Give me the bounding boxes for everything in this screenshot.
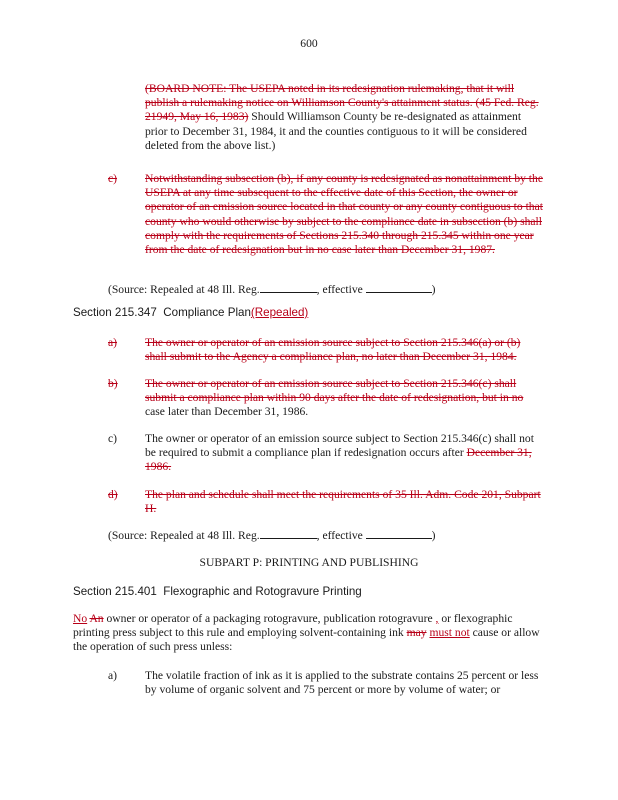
section-347-title: Compliance Plan bbox=[163, 306, 251, 319]
page-number: 600 bbox=[300, 37, 318, 50]
item-c-label: c) bbox=[108, 172, 118, 185]
section-347-repealed: (Repealed) bbox=[250, 306, 309, 319]
del-an: An bbox=[89, 612, 104, 625]
source-2-prefix: (Source: Repealed at 48 Ill. Reg. bbox=[108, 529, 260, 542]
item-347-a-text: The owner or operator of an emission source subject to Section 215.346(a) or (b) shall submit to the Agency a compliance plan, no later than December 31, 1984. bbox=[145, 336, 521, 364]
blank-reg-2 bbox=[260, 528, 317, 539]
item-347-b-label: b) bbox=[108, 377, 118, 390]
body-401-text2: or flexographic printing press subject to this rule and employing solvent-containing ink bbox=[73, 612, 513, 640]
section-347-heading bbox=[73, 306, 308, 319]
item-347-c-label: c) bbox=[108, 432, 118, 445]
section-401-title: Flexographic and Rotogravure Printing bbox=[163, 585, 362, 598]
source-note-1 bbox=[108, 282, 436, 297]
board-note bbox=[145, 82, 545, 153]
blank-effective-1 bbox=[366, 282, 432, 293]
item-347-c-text bbox=[145, 432, 545, 475]
item-347-d-label: d) bbox=[108, 488, 118, 501]
ins-must-not: must not bbox=[429, 626, 470, 640]
section-401-heading bbox=[73, 585, 362, 598]
source-1-prefix: (Source: Repealed at 48 Ill. Reg. bbox=[108, 283, 260, 296]
body-401-text3: cause or allow the operation of such press unless: bbox=[73, 626, 540, 654]
board-note-struck: (BOARD NOTE: The USEPA noted in its redesignation rulemaking, that it will publish a rulemaking notice on Williamson County's attainment status. (45 Fed. Reg. 21949, May 16, 1983) bbox=[145, 82, 539, 124]
blank-reg-1 bbox=[260, 282, 317, 293]
item-347-b-plain: case later than December 31, 1986. bbox=[145, 405, 309, 419]
source-2-suffix: ) bbox=[431, 529, 436, 542]
source-2-middle: , effective bbox=[316, 529, 366, 542]
source-1-suffix: ) bbox=[431, 283, 436, 296]
del-may: may bbox=[406, 626, 427, 640]
item-401-a-label: a) bbox=[108, 669, 118, 682]
subpart-heading: SUBPART P: PRINTING AND PUBLISHING bbox=[199, 556, 419, 569]
source-1-middle: , effective bbox=[316, 283, 366, 296]
section-401-number: Section 215.401 bbox=[73, 585, 157, 598]
item-401-a-text: The volatile fraction of ink as it is applied to the substrate contains 25 percent or less by volume of organic solvent and 75 percent or more by volume of water; or bbox=[145, 669, 539, 697]
item-347-b-text bbox=[145, 377, 545, 420]
source-note-2 bbox=[108, 528, 436, 543]
item-347-c-struck: December 31, 1986. bbox=[145, 446, 532, 474]
section-347-number: Section 215.347 bbox=[73, 306, 157, 319]
ins-no: No bbox=[73, 612, 88, 625]
item-347-b-struck: The owner or operator of an emission source subject to Section 215.346(c) shall submit a compliance plan within 90 days after the date of redesignation, but in no bbox=[145, 377, 524, 405]
item-347-c-plain: The owner or operator of an emission source subject to Section 215.346(c) shall not be required to submit a compliance plan if redesignation occurs after bbox=[145, 432, 534, 460]
item-347-d-text: The plan and schedule shall meet the requirements of 35 Ill. Adm. Code 201, Subpart H. bbox=[145, 488, 541, 516]
blank-effective-2 bbox=[366, 528, 432, 539]
section-401-body bbox=[73, 612, 543, 655]
body-401-text1: owner or operator of a packaging rotogravure, publication rotogravure bbox=[103, 612, 433, 625]
ins-comma: , bbox=[435, 612, 439, 625]
item-347-a-label: a) bbox=[108, 336, 118, 349]
board-note-text: Should Williamson County be re-designated as attainment prior to December 31, 1984, it and the counties contiguous to it will be considered deleted from the above list.) bbox=[145, 110, 527, 152]
item-c-text: Notwithstanding subsection (b), if any county is redesignated as nonattainment by the USEPA at any time subsequent to the effective date of this Section, the owner or operator of an emission source located in that county or any county contiguous to that county who would otherwise by subject to the compliance date in subsection (b) shall comply with the requirements of Sections 215.340 through 215.345 within one year from the date of redesignation but in no case later than December 31, 1987. bbox=[145, 172, 543, 257]
